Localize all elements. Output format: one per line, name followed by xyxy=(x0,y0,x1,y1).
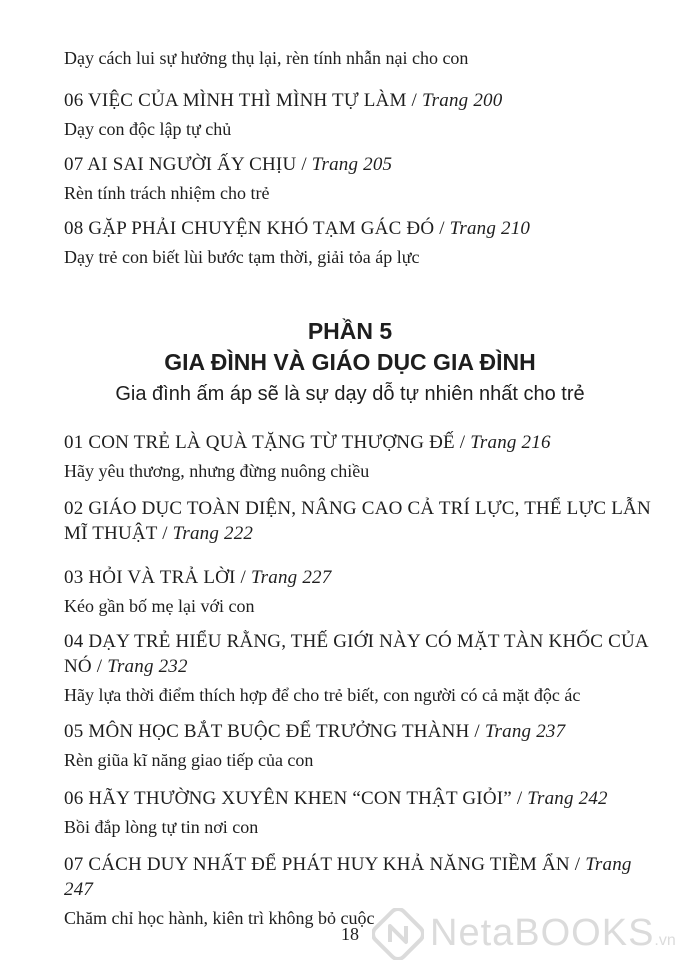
toc-entry-page: Trang 227 xyxy=(250,567,332,588)
toc-entry-page: Trang 205 xyxy=(311,154,393,175)
toc-entry-title: 07 AI SAI NGƯỜI ẤY CHỊU / Trang 205 xyxy=(64,154,393,175)
toc-entry-page: Trang 237 xyxy=(484,721,566,742)
toc-entry-title: 06 HÃY THƯỜNG XUYÊN KHEN “CON THẬT GIỎI” / Trang 242 xyxy=(64,788,608,809)
watermark-brand: NetaBOOKS.vn xyxy=(430,912,676,954)
section-title: GIA ĐÌNH VÀ GIÁO DỤC GIA ĐÌNH xyxy=(164,349,536,375)
toc-entry-page: Trang 210 xyxy=(449,218,531,239)
toc-entry-title: 03 HỎI VÀ TRẢ LỜI / Trang 227 xyxy=(64,567,332,588)
toc-entry-page: Trang 247 xyxy=(64,854,632,900)
toc-entry[interactable] xyxy=(64,496,654,546)
toc-entry[interactable] xyxy=(64,629,654,708)
toc-entry-page: Trang 200 xyxy=(421,90,503,111)
toc-entry-page: Trang 242 xyxy=(527,788,608,809)
section-header xyxy=(0,316,700,408)
toc-entry-subtitle: Bồi đắp lòng tự tin nơi con xyxy=(64,817,259,837)
netabooks-logo-icon xyxy=(372,908,424,960)
toc-entry[interactable] xyxy=(64,719,654,773)
toc-entry-title: 04 DẠY TRẺ HIỂU RẰNG, THẾ GIỚI NÀY CÓ MẶT TÀN KHỐC CỦA NÓ / Trang 232 xyxy=(64,631,648,677)
toc-entry[interactable] xyxy=(64,430,654,484)
toc-entry-subtitle: Hãy yêu thương, nhưng đừng nuông chiều xyxy=(64,461,370,481)
toc-entry[interactable] xyxy=(64,565,654,619)
toc-entry-continued xyxy=(64,42,654,71)
section-subtitle: Gia đình ấm áp sẽ là sự dạy dỗ tự nhiên nhất cho trẻ xyxy=(115,383,585,405)
toc-entry[interactable] xyxy=(64,786,654,840)
toc-entry[interactable] xyxy=(64,216,654,270)
toc-entry[interactable] xyxy=(64,88,654,142)
toc-entry-page: Trang 222 xyxy=(172,523,254,544)
toc-entry-title: 08 GẶP PHẢI CHUYỆN KHÓ TẠM GÁC ĐÓ / Trang 210 xyxy=(64,218,531,239)
section-number: PHẦN 5 xyxy=(307,318,393,344)
toc-entry-title: 02 GIÁO DỤC TOÀN DIỆN, NÂNG CAO CẢ TRÍ LỰC, THỂ LỰC LẪN MĨ THUẬT / Trang 222 xyxy=(64,498,651,544)
toc-entry-title: 01 CON TRẺ LÀ QUÀ TẶNG TỪ THƯỢNG ĐẾ / Trang 216 xyxy=(64,432,551,453)
toc-entry[interactable] xyxy=(64,152,654,206)
toc-entry-title: 07 CÁCH DUY NHẤT ĐỂ PHÁT HUY KHẢ NĂNG TIỀM ẨN / Trang 247 xyxy=(64,854,632,900)
toc-entry-page: Trang 232 xyxy=(107,656,188,677)
toc-entry-subtitle: Rèn tính trách nhiệm cho trẻ xyxy=(64,183,270,203)
toc-entry-subtitle: Kéo gần bố mẹ lại với con xyxy=(64,596,255,616)
toc-entry-title: 06 VIỆC CỦA MÌNH THÌ MÌNH TỰ LÀM / Trang 200 xyxy=(64,90,503,111)
toc-entry-subtitle: Dạy cách lui sự hưởng thụ lại, rèn tính nhẫn nại cho con xyxy=(64,48,469,68)
toc-entry-title: 05 MÔN HỌC BẮT BUỘC ĐỂ TRƯỞNG THÀNH / Trang 237 xyxy=(64,721,566,742)
page-number: 18 xyxy=(341,924,359,944)
toc-entry-subtitle: Dạy con độc lập tự chủ xyxy=(64,119,232,139)
toc-entry-subtitle: Rèn giũa kĩ năng giao tiếp của con xyxy=(64,750,314,770)
toc-entry-page: Trang 216 xyxy=(470,432,551,453)
toc-entry-subtitle: Dạy trẻ con biết lùi bước tạm thời, giải tỏa áp lực xyxy=(64,247,420,267)
toc-entry-subtitle: Hãy lựa thời điểm thích hợp để cho trẻ biết, con người có cả mặt độc ác xyxy=(64,685,581,705)
watermark xyxy=(372,906,692,966)
toc-entry-subtitle: Chăm chỉ học hành, kiên trì không bỏ cuộc xyxy=(64,908,375,928)
